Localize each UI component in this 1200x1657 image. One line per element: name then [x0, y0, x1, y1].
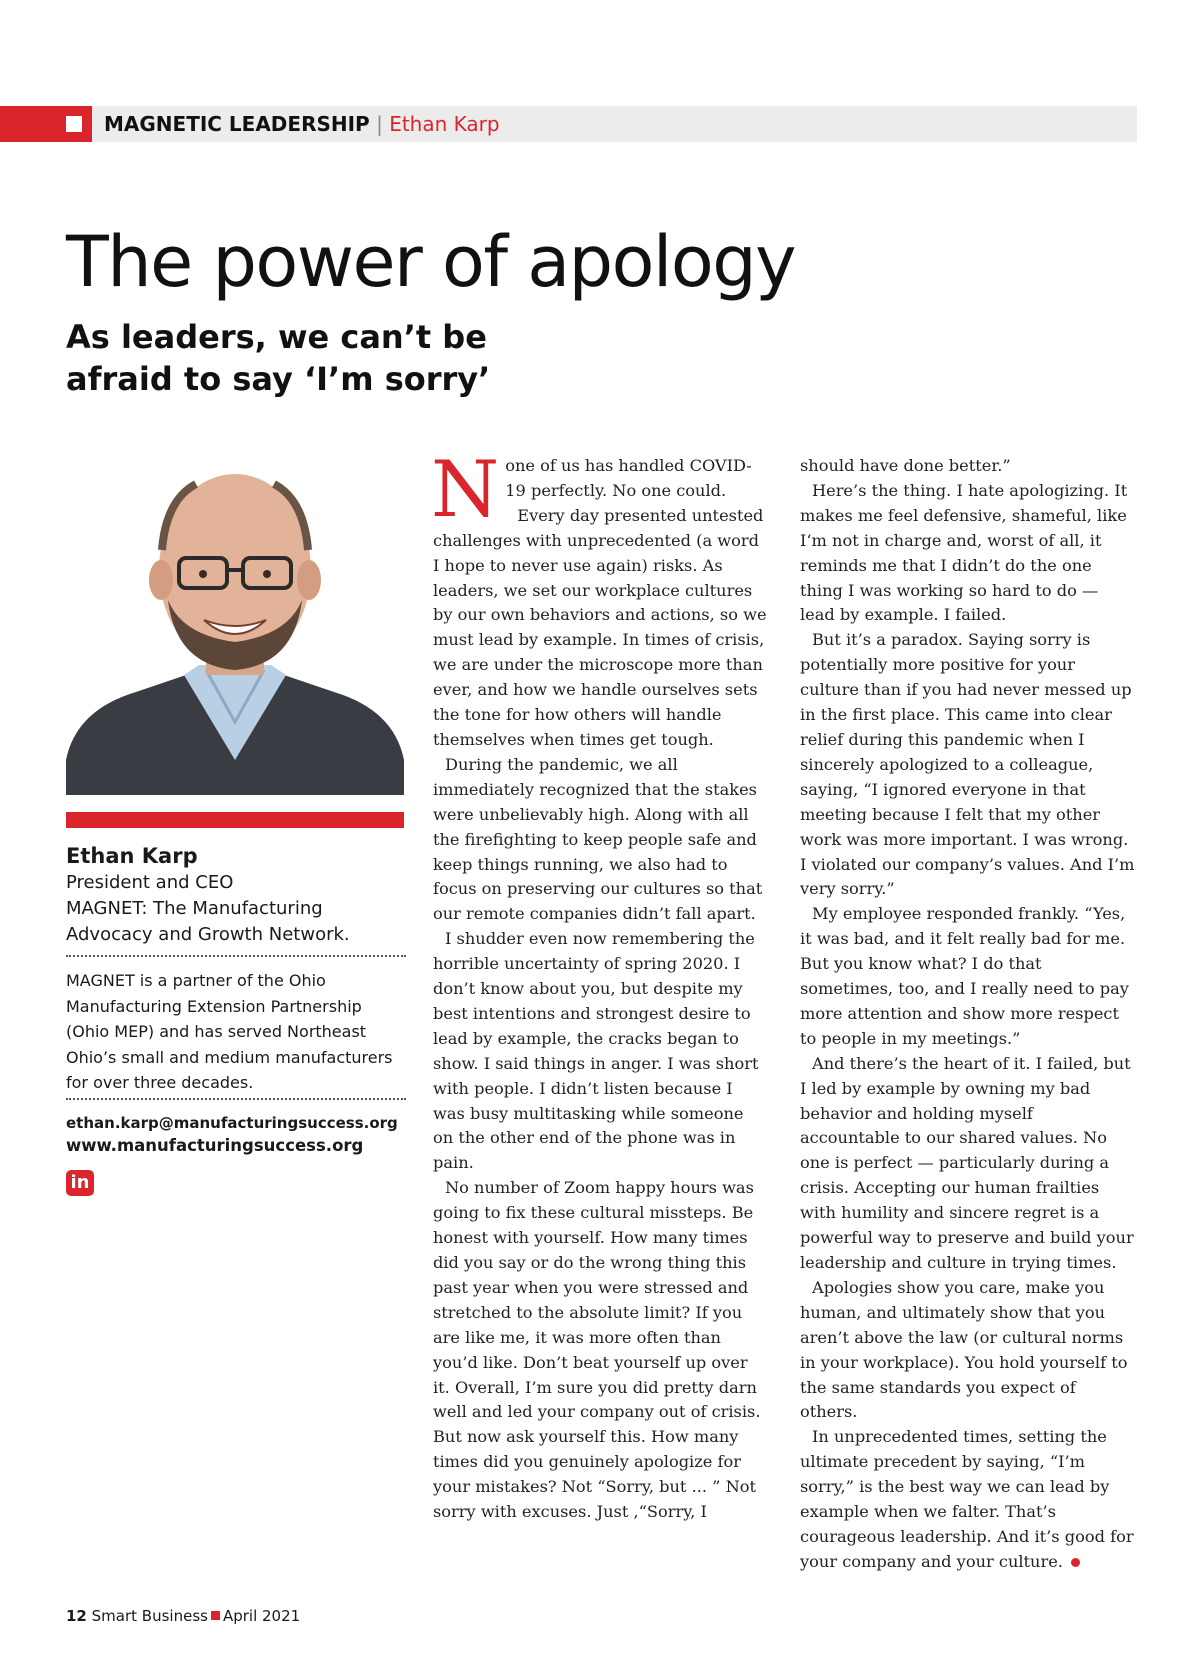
publication-name: Smart Business	[91, 1607, 208, 1625]
partner-description: MAGNET is a partner of the Ohio Manufacturing Extension Partnership (Ohio MEP) and has served Northeast Ohio’s small and medium manufacturers for over three decades.	[66, 971, 393, 1093]
website-link[interactable]: www.manufacturingsuccess.org	[66, 1136, 364, 1155]
linkedin-icon[interactable]: in	[66, 1170, 94, 1196]
header-red-block	[0, 106, 92, 142]
body-paragraph: No number of Zoom happy hours was going to fix these cultural missteps. Be honest with yourself. How many times did you say or do the wrong thing this past year when you were stressed and stretched to the absolute limit? If you are like me, it was more often than you’d like. Don’t beat yourself up over it. Overall, I’m sure you did pretty darn well and led your company out of crisis. But now ask yourself this. How many times did you genuinely apologize for your mistakes? Not “Sorry, but ... ” Not sorry with excuses. Just ,“Sorry, I	[433, 1178, 761, 1522]
column-name: MAGNETIC LEADERSHIP	[104, 112, 370, 136]
author-role: President and CEO	[66, 872, 234, 893]
drop-cap: N	[431, 445, 500, 535]
author-bio	[66, 842, 406, 948]
body-paragraph: Apologies show you care, make you human, and ultimately show that you aren’t above the law (or cultural norms in your workplace). You hold yourself to the same standards you expect of others.	[800, 1277, 1128, 1422]
end-mark-icon	[1071, 1558, 1080, 1567]
author-portrait-illustration	[66, 460, 404, 795]
page-number: 12	[66, 1607, 87, 1625]
body-paragraph: I shudder even now remembering the horrible uncertainty of spring 2020. I don’t know about you, but despite my best intentions and strongest desire to lead by example, the cracks began to show. I said things in anger. I was short with people. I didn’t listen because I was busy multitasking while someone on the other end of the phone was in pain.	[433, 929, 759, 1173]
column-header	[104, 111, 500, 137]
header-separator: |	[376, 112, 383, 136]
article-deck: As leaders, we can’t be afraid to say ‘I’m sorry’	[66, 318, 491, 398]
body-paragraph: During the pandemic, we all immediately recognized that the stakes were unbelievably high. Along with all the firefighting to keep people safe and keep things running, we also had to focus on preserving our cultures so that our remote companies didn’t fall apart.	[433, 754, 763, 924]
divider	[66, 1098, 406, 1100]
author-email-link[interactable]: ethan.karp@manufacturingsuccess.org	[66, 1114, 398, 1132]
body-paragraph: But it’s a paradox. Saying sorry is potentially more positive for your culture than if you had never messed up in the first place. This came into clear relief during this pandemic when I sincerely apologized to a colleague, saying, “I ignored everyone in that meeting because I felt that my other work was more important. I was wrong. I violated our company’s values. And I’m very sorry.”	[800, 630, 1135, 899]
body-paragraph: In unprecedented times, setting the ultimate precedent by saying, “I’m sorry,” is the best way we can lead by example when we falter. That’s courageous leadership. And it’s good for your company and your culture.	[800, 1427, 1134, 1571]
author-org-line-2: Advocacy and Growth Network.	[66, 924, 350, 945]
issue-date: April 2021	[222, 1607, 301, 1625]
page-title: The power of apology	[66, 221, 796, 303]
author-photo	[66, 460, 404, 795]
body-paragraph: Here’s the thing. I hate apologizing. It makes me feel defensive, shameful, like I‘m not in charge and, worst of all, it reminds me that I didn’t do the one thing I was working so hard to do — lead by example. I failed.	[800, 480, 1128, 625]
author-org-line-1: MAGNET: The Manufacturing	[66, 898, 323, 919]
contact-info	[66, 1112, 411, 1158]
body-column-left	[431, 445, 768, 1525]
body-paragraph: And there’s the heart of it. I failed, but I led by example by owning my bad behavior and holding myself accountable to our shared values. No one is perfect — particularly during a crisis. Accepting our human frailties with humility and sincere regret is a powerful way to preserve and build your leadership and culture in trying times.	[800, 1053, 1134, 1272]
page-footer	[66, 1606, 300, 1626]
photo-accent-bar	[66, 812, 404, 828]
footer-square-icon	[211, 1611, 220, 1620]
body-paragraph: None of us has handled COVID-19 perfectly. No one could.	[431, 445, 752, 535]
divider	[66, 955, 406, 957]
author-name: Ethan Karp	[66, 844, 198, 868]
body-column-right	[800, 454, 1135, 1575]
body-paragraph: My employee responded frankly. “Yes, it was bad, and it felt really bad for me. But you know what? I do that sometimes, too, and I really need to pay more attention and show more respect to people in my meetings.”	[800, 904, 1129, 1048]
body-paragraph: Every day presented untested challenges with unprecedented (a word I hope to never use again) risks. As leaders, we set our workplace cultures by our own behaviors and actions, so we must lead by example. In times of crisis, we are under the microscope more than ever, and how we handle ourselves sets the tone for how others will handle themselves when times get tough.	[433, 505, 767, 749]
header-square-icon	[66, 116, 82, 132]
body-paragraph: should have done better.”	[800, 456, 1011, 475]
header-author: Ethan Karp	[389, 112, 500, 136]
